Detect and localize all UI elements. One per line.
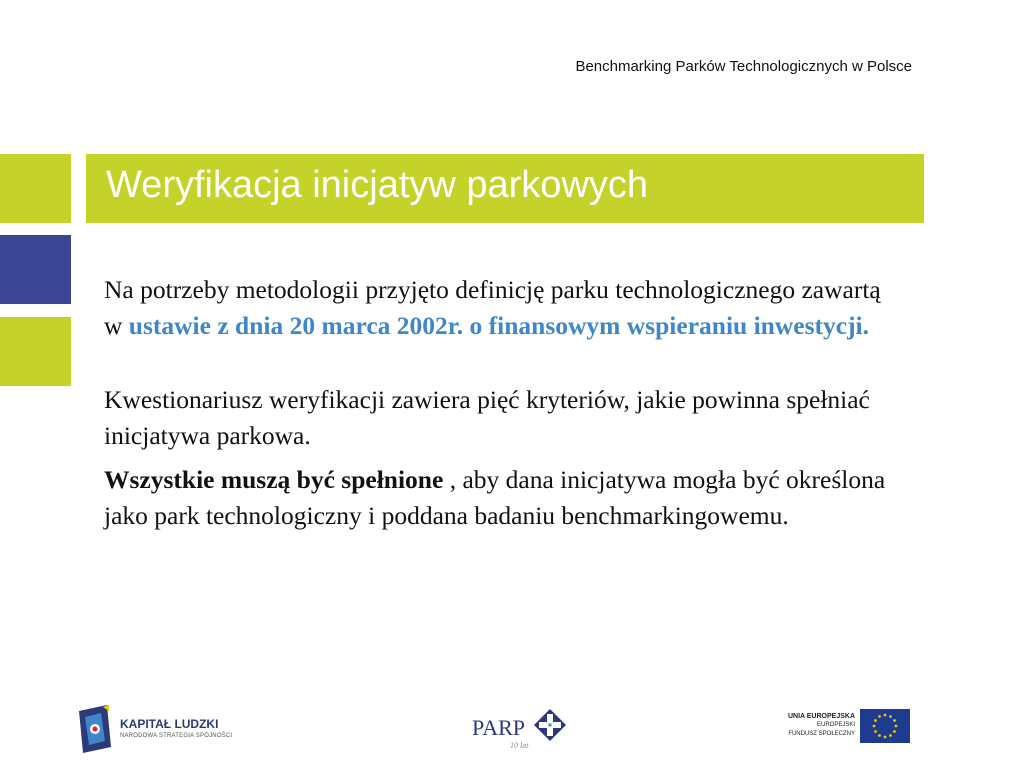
title-bar — [86, 154, 924, 223]
paragraph-definition-text: Na potrzeby metodologii przyjęto definicję parku technologicznego zawartą w — [104, 275, 881, 340]
parp-logo — [470, 707, 570, 757]
law-reference-link[interactable]: ustawie z dnia 20 marca 2002r. o finansowym wspieraniu inwestycji. — [128, 311, 870, 340]
eu-line-1: UNIA EUROPEJSKA — [787, 713, 855, 720]
slide-content — [104, 272, 904, 534]
kapital-ludzki-logo — [75, 703, 255, 755]
decor-square-green-top — [0, 154, 71, 223]
paragraph-definition — [104, 272, 904, 344]
eu-line-3: FUNDUSZ SPOŁECZNY — [788, 731, 855, 737]
kapital-ludzki-emblem-icon — [75, 703, 115, 755]
eu-flag-icon — [860, 709, 910, 743]
paragraph-criteria — [104, 462, 904, 534]
parp-diamond-icon — [534, 709, 566, 741]
paragraph-questionnaire: Kwestionariusz weryfikacji zawiera pięć kryteriów, jakie powinna spełniać inicjatywa parkowa. — [104, 385, 870, 450]
criteria-emphasis: Wszystkie muszą być spełnione — [104, 465, 444, 494]
header-title: Benchmarking Parków Technologicznych w Polsce — [575, 58, 912, 75]
parp-subtitle: 10 lat — [510, 741, 529, 750]
eu-line-2: EUROPEJSKI — [816, 722, 855, 728]
decor-square-green-bottom — [0, 317, 71, 386]
decor-square-navy — [0, 235, 71, 304]
eu-logo — [780, 709, 910, 749]
footer-logos — [0, 695, 1024, 768]
criteria-text: , aby dana inicjatywa mogła być określona jako park technologiczny i poddana badaniu benchmarkingowemu. — [104, 465, 886, 530]
kapital-ludzki-title: KAPITAŁ LUDZKI — [120, 717, 219, 731]
slide-title: Weryfikacja inicjatyw parkowych — [106, 164, 649, 206]
parp-title: PARP — [472, 715, 526, 740]
kapital-ludzki-subtitle: NARODOWA STRATEGIA SPÓJNOŚCI — [120, 733, 233, 739]
